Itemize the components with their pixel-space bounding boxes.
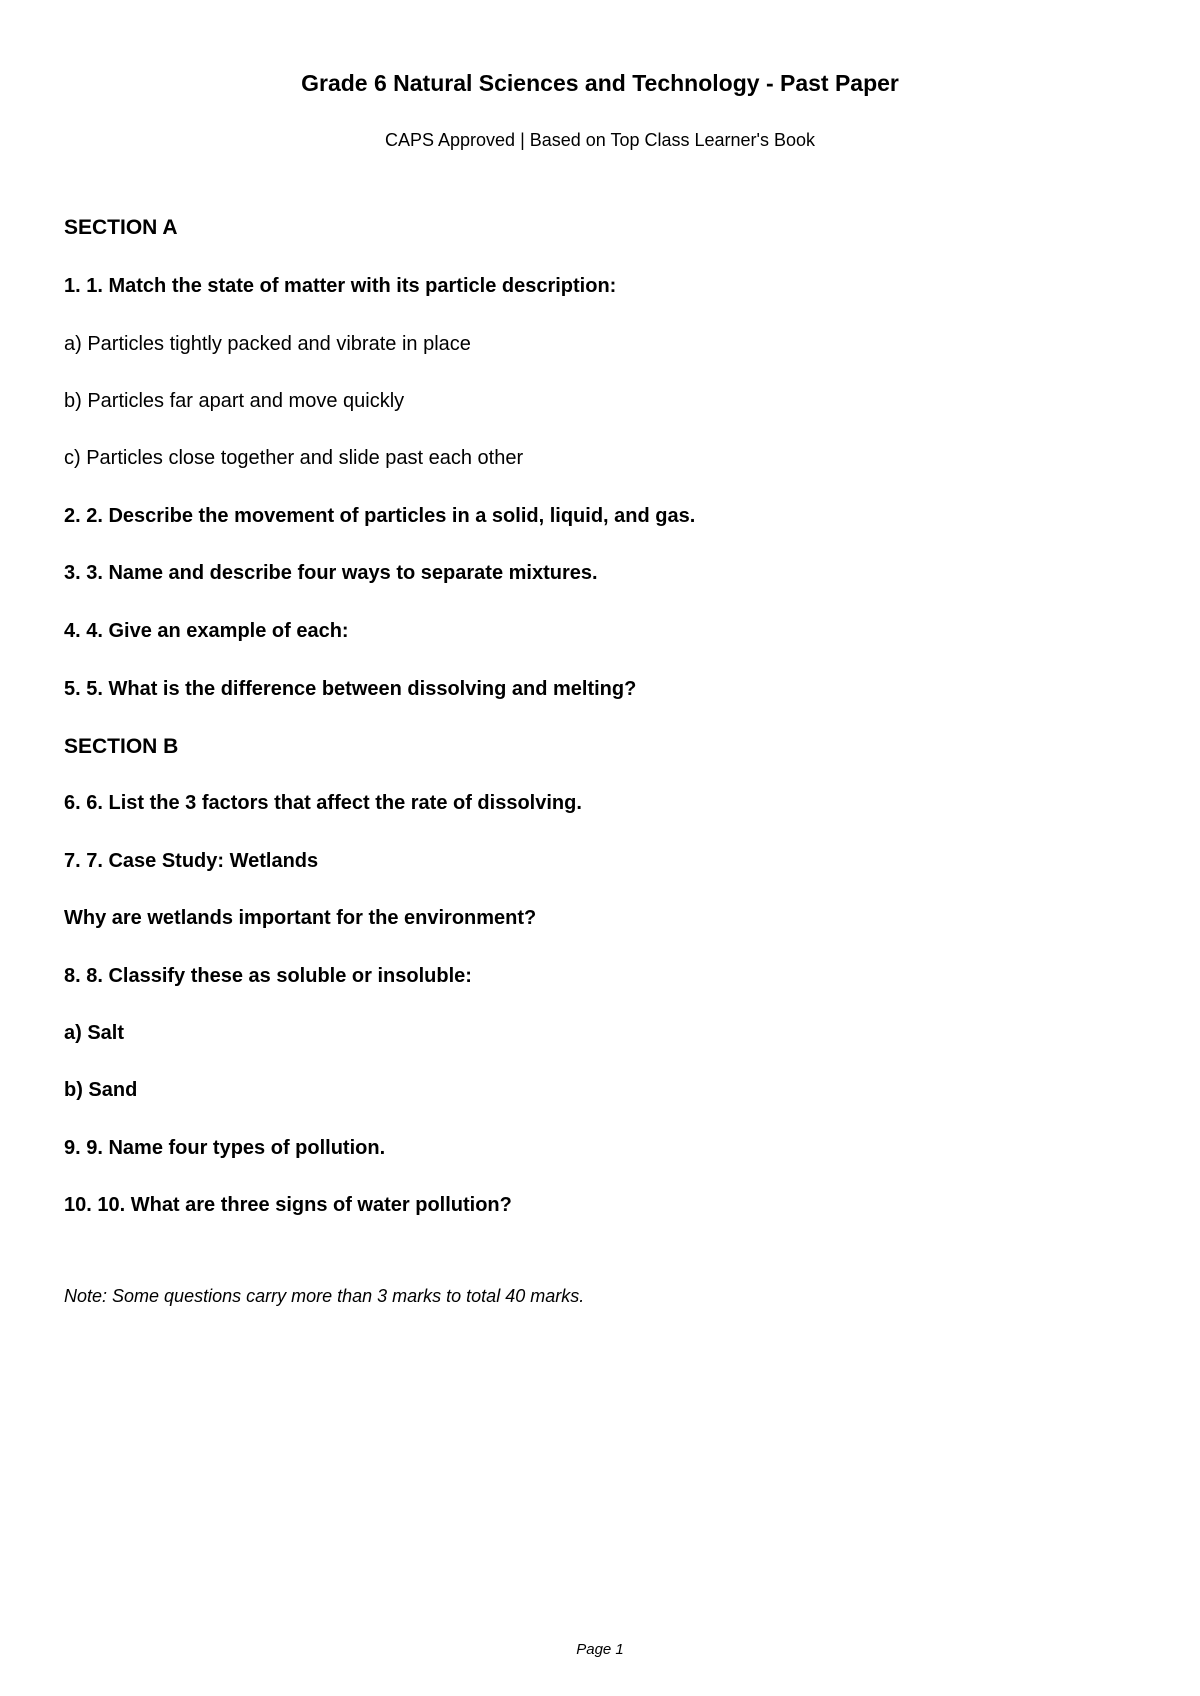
question-2: 2. 2. Describe the movement of particles in a solid, liquid, and gas. xyxy=(64,505,696,527)
question-1-option-c: c) Particles close together and slide past each other xyxy=(64,447,524,469)
question-10: 10. 10. What are three signs of water pollution? xyxy=(64,1194,512,1216)
question-4: 4. 4. Give an example of each: xyxy=(64,620,349,642)
section-a-heading: SECTION A xyxy=(64,216,178,239)
question-1-option-a: a) Particles tightly packed and vibrate in place xyxy=(64,333,471,355)
section-b-heading: SECTION B xyxy=(64,735,179,758)
question-7-subquestion: Why are wetlands important for the environment? xyxy=(64,907,537,929)
page-subtitle: CAPS Approved | Based on Top Class Learner's Book xyxy=(384,130,816,150)
question-8: 8. 8. Classify these as soluble or insoluble: xyxy=(64,965,472,987)
question-1-option-b: b) Particles far apart and move quickly xyxy=(64,390,405,412)
question-6: 6. 6. List the 3 factors that affect the rate of dissolving. xyxy=(64,792,582,814)
page-title: Grade 6 Natural Sciences and Technology - Past Paper xyxy=(301,70,899,96)
question-9: 9. 9. Name four types of pollution. xyxy=(64,1137,386,1159)
marks-note: Note: Some questions carry more than 3 marks to total 40 marks. xyxy=(64,1286,585,1306)
question-3: 3. 3. Name and describe four ways to separate mixtures. xyxy=(64,562,598,584)
question-5: 5. 5. What is the difference between dissolving and melting? xyxy=(64,678,637,700)
question-8-option-a: a) Salt xyxy=(64,1022,125,1044)
page-number: Page 1 xyxy=(576,1641,624,1658)
question-1: 1. 1. Match the state of matter with its particle description: xyxy=(64,275,617,297)
question-8-option-b: b) Sand xyxy=(64,1079,138,1101)
question-7: 7. 7. Case Study: Wetlands xyxy=(64,850,319,872)
